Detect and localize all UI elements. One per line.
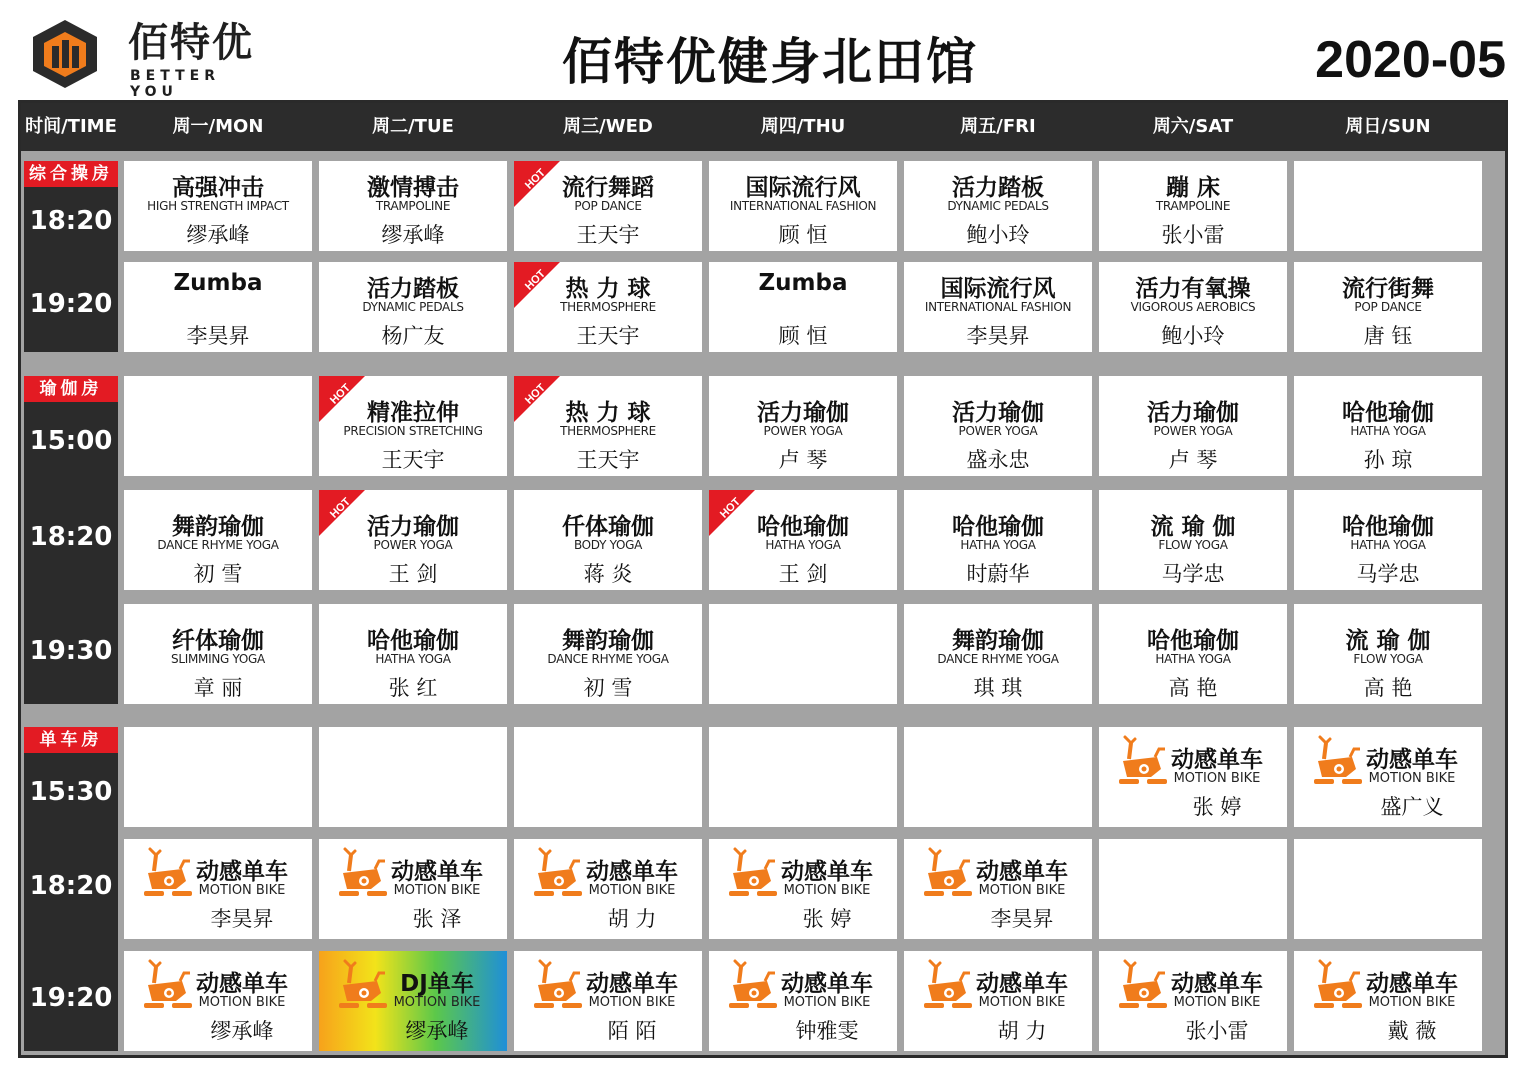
class-name-en: DYNAMIC PEDALS [362, 300, 464, 314]
empty-cell [124, 376, 312, 476]
class-cell [1294, 604, 1482, 704]
teacher-name: 张 泽 [412, 907, 462, 931]
teacher-name: 李昊昇 [990, 907, 1054, 931]
class-name-cn: 流 瑜 伽 [1150, 514, 1236, 540]
teacher-name: 王天宇 [576, 324, 640, 348]
class-cell [904, 490, 1092, 590]
teacher-name: 张 红 [388, 676, 438, 700]
column-header-day: 周五/FRI [960, 116, 1036, 137]
class-name-en: MOTION BIKE [1173, 771, 1261, 786]
bike-text [172, 951, 312, 1051]
class-cell [709, 490, 897, 590]
class-name-cn: 舞韵瑜伽 [172, 514, 264, 540]
room-label: 单车房 [24, 727, 118, 753]
teacher-name: 蒋 炎 [583, 562, 633, 586]
teacher-name: 缪承峰 [210, 1019, 274, 1043]
class-name-cn: 活力瑜伽 [757, 400, 849, 426]
class-cell [1294, 262, 1482, 352]
teacher-name: 卢 琴 [778, 448, 828, 472]
class-name-cn: 国际流行风 [940, 276, 1056, 302]
column-header-day: 周日/SUN [1345, 116, 1431, 137]
bike-text [757, 951, 897, 1051]
class-name-en: MOTION BIKE [198, 995, 286, 1010]
class-name-en: BODY YOGA [573, 538, 643, 552]
empty-cell [1294, 839, 1482, 939]
class-name-cn: 动感单车 [391, 859, 483, 885]
class-cell [1294, 490, 1482, 590]
class-name-en: MOTION BIKE [783, 995, 871, 1010]
class-cell [514, 604, 702, 704]
hot-label: HOT [523, 267, 548, 293]
time-label: 19:20 [29, 289, 113, 319]
brand-name-en: BETTER YOU [130, 68, 220, 100]
class-name-cn: 动感单车 [1171, 747, 1263, 773]
room-label: 瑜伽房 [24, 376, 118, 402]
class-name-en: THERMOSPHERE [560, 300, 656, 314]
class-name-en: MOTION BIKE [978, 883, 1066, 898]
empty-cell [1099, 839, 1287, 939]
class-name-en: HIGH STRENGTH IMPACT [147, 199, 289, 213]
class-name-cn: 流行街舞 [1342, 276, 1434, 302]
class-name-cn: 仟体瑜伽 [562, 514, 654, 540]
teacher-name: 李昊昇 [186, 324, 250, 348]
time-label: 19:30 [29, 636, 113, 666]
class-name-cn: 动感单车 [586, 859, 678, 885]
class-name-en: MOTION BIKE [393, 995, 481, 1010]
class-cell [904, 376, 1092, 476]
teacher-name: 高 艳 [1363, 676, 1413, 700]
class-cell [514, 376, 702, 476]
class-cell [124, 161, 312, 251]
teacher-name: 顾 恒 [778, 223, 828, 247]
class-cell [904, 262, 1092, 352]
class-name-cn: 哈他瑜伽 [757, 514, 849, 540]
class-name-en: HATHA YOGA [1350, 538, 1426, 552]
class-name-cn: Zumba [758, 270, 848, 296]
class-name-en: VIGOROUS AEROBICS [1130, 300, 1256, 314]
class-cell [1099, 262, 1287, 352]
class-name-en: MOTION BIKE [1368, 995, 1456, 1010]
class-cell [319, 161, 507, 251]
class-name-en: POWER YOGA [958, 424, 1038, 438]
class-name-cn: 活力瑜伽 [952, 400, 1044, 426]
class-name-cn: 哈他瑜伽 [1147, 628, 1239, 654]
class-cell [709, 161, 897, 251]
class-cell [1294, 951, 1482, 1051]
class-name-cn: 热 力 球 [565, 400, 651, 426]
teacher-name: 孙 琼 [1363, 448, 1413, 472]
class-cell [124, 490, 312, 590]
column-header-row [21, 103, 1505, 151]
bike-text [952, 839, 1092, 939]
time-label: 15:00 [29, 426, 113, 456]
time-label: 15:30 [29, 777, 113, 807]
class-name-cn: 精准拉伸 [367, 400, 459, 426]
class-name-en: DYNAMIC PEDALS [947, 199, 1049, 213]
class-cell [1099, 604, 1287, 704]
class-name-cn: Zumba [173, 270, 263, 296]
empty-cell [709, 604, 897, 704]
class-name-cn: 动感单车 [976, 859, 1068, 885]
column-header-day: 周一/MON [172, 116, 264, 137]
class-cell [904, 161, 1092, 251]
hot-label: HOT [523, 166, 548, 192]
class-name-cn: 动感单车 [196, 859, 288, 885]
teacher-name: 缪承峰 [381, 223, 445, 247]
bike-text [1342, 727, 1482, 827]
teacher-name: 盛广义 [1380, 795, 1444, 819]
class-cell [514, 490, 702, 590]
teacher-name: 陌 陌 [607, 1019, 657, 1043]
column-header-day: 周六/SAT [1152, 116, 1234, 137]
room-label: 综合操房 [24, 161, 118, 187]
class-cell [1294, 376, 1482, 476]
class-cell [124, 951, 312, 1051]
class-cell [514, 839, 702, 939]
teacher-name: 张 婷 [1192, 795, 1242, 819]
teacher-name: 时蔚华 [966, 562, 1030, 586]
class-name-en: TRAMPOLINE [1155, 199, 1231, 213]
class-name-en: INTERNATIONAL FASHION [729, 199, 877, 213]
teacher-name: 琪 琪 [973, 676, 1023, 700]
teacher-name: 张 婷 [802, 907, 852, 931]
class-name-cn: 流行舞蹈 [562, 175, 654, 201]
bike-text [952, 951, 1092, 1051]
class-cell [904, 839, 1092, 939]
class-cell [1099, 161, 1287, 251]
class-name-cn: 流 瑜 伽 [1345, 628, 1431, 654]
schedule-table [18, 100, 1508, 1058]
bike-text [367, 951, 507, 1051]
class-cell [1099, 951, 1287, 1051]
class-cell [1099, 490, 1287, 590]
teacher-name: 王 剑 [778, 562, 828, 586]
teacher-name: 王天宇 [576, 448, 640, 472]
class-cell [124, 262, 312, 352]
class-name-en: HATHA YOGA [1155, 652, 1231, 666]
page-title: 佰特优健身北田馆 [562, 33, 978, 91]
class-cell [514, 161, 702, 251]
class-name-cn: 活力瑜伽 [1147, 400, 1239, 426]
class-name-cn: 哈他瑜伽 [952, 514, 1044, 540]
column-header-time: 时间/TIME [25, 116, 117, 137]
class-name-cn: 蹦 床 [1165, 175, 1220, 201]
class-cell [319, 839, 507, 939]
empty-cell [319, 727, 507, 827]
empty-cell [1294, 161, 1482, 251]
class-name-en: POWER YOGA [373, 538, 453, 552]
class-cell [319, 490, 507, 590]
class-name-cn: 舞韵瑜伽 [562, 628, 654, 654]
class-name-cn: 动感单车 [781, 859, 873, 885]
class-name-en: TRAMPOLINE [375, 199, 451, 213]
brand-logo [30, 18, 260, 100]
class-cell [709, 376, 897, 476]
class-name-cn: 哈他瑜伽 [367, 628, 459, 654]
class-cell [319, 604, 507, 704]
page-header [0, 0, 1528, 100]
class-name-en: POP DANCE [1354, 300, 1422, 314]
class-cell [124, 604, 312, 704]
class-name-cn: 激情搏击 [367, 175, 459, 201]
bike-text [562, 839, 702, 939]
teacher-name: 李昊昇 [966, 324, 1030, 348]
class-name-cn: 哈他瑜伽 [1342, 514, 1434, 540]
teacher-name: 钟雅雯 [795, 1019, 859, 1043]
class-name-en: MOTION BIKE [588, 883, 676, 898]
class-name-cn: 热 力 球 [565, 276, 651, 302]
teacher-name: 初 雪 [583, 676, 633, 700]
class-name-cn: 动感单车 [586, 971, 678, 997]
teacher-name: 王 剑 [388, 562, 438, 586]
class-name-en: HATHA YOGA [375, 652, 451, 666]
bike-text [1147, 727, 1287, 827]
class-name-en: MOTION BIKE [1368, 771, 1456, 786]
class-name-en: POWER YOGA [1153, 424, 1233, 438]
class-cell [514, 951, 702, 1051]
column-header-day: 周二/TUE [372, 116, 454, 137]
teacher-name: 杨广友 [381, 324, 445, 348]
class-name-en: DANCE RHYME YOGA [937, 652, 1059, 666]
class-name-cn: 动感单车 [196, 971, 288, 997]
hot-label: HOT [718, 495, 743, 521]
class-name-cn: 活力有氧操 [1135, 276, 1251, 302]
teacher-name: 胡 力 [997, 1019, 1047, 1043]
class-cell [1294, 727, 1482, 827]
teacher-name: 章 丽 [193, 676, 243, 700]
bike-text [367, 839, 507, 939]
teacher-name: 初 雪 [193, 562, 243, 586]
teacher-name: 鲍小玲 [1161, 324, 1225, 348]
class-name-cn: 纤体瑜伽 [172, 628, 264, 654]
class-name-en: HATHA YOGA [960, 538, 1036, 552]
bike-text [757, 839, 897, 939]
class-cell [904, 604, 1092, 704]
hot-label: HOT [328, 495, 353, 521]
teacher-name: 李昊昇 [210, 907, 274, 931]
class-cell [514, 262, 702, 352]
class-name-en: POP DANCE [574, 199, 642, 213]
class-cell [709, 951, 897, 1051]
time-label: 19:20 [29, 983, 113, 1013]
class-name-en: POWER YOGA [763, 424, 843, 438]
class-name-en: HATHA YOGA [1350, 424, 1426, 438]
class-cell [124, 839, 312, 939]
class-name-cn: 高强冲击 [172, 175, 264, 201]
class-name-cn: 国际流行风 [745, 175, 861, 201]
schedule-date: 2020-05 [1315, 31, 1506, 89]
class-name-en: SLIMMING YOGA [171, 652, 265, 666]
class-name-cn: 活力瑜伽 [367, 514, 459, 540]
class-cell [319, 951, 507, 1051]
class-name-en: PRECISION STRETCHING [343, 424, 483, 438]
brand-name-cn: 佰特优 [128, 20, 254, 66]
teacher-name: 张小雷 [1185, 1019, 1249, 1043]
class-name-cn: 动感单车 [976, 971, 1068, 997]
class-cell [1099, 727, 1287, 827]
class-name-cn: 活力踏板 [367, 276, 459, 302]
bike-text [172, 839, 312, 939]
room-block [24, 727, 118, 1051]
class-name-en: HATHA YOGA [765, 538, 841, 552]
teacher-name: 盛永忠 [966, 448, 1030, 472]
class-name-en: MOTION BIKE [1173, 995, 1261, 1010]
class-name-en: DANCE RHYME YOGA [157, 538, 279, 552]
hexagon-logo-icon [30, 18, 100, 90]
teacher-name: 顾 恒 [778, 324, 828, 348]
teacher-name: 胡 力 [607, 907, 657, 931]
class-name-en: FLOW YOGA [1353, 652, 1423, 666]
class-name-en: MOTION BIKE [783, 883, 871, 898]
hot-label: HOT [523, 381, 548, 407]
class-name-en: MOTION BIKE [393, 883, 481, 898]
room-block [24, 376, 118, 704]
teacher-name: 卢 琴 [1168, 448, 1218, 472]
time-label: 18:20 [29, 871, 113, 901]
empty-cell [124, 727, 312, 827]
class-name-en: THERMOSPHERE [560, 424, 656, 438]
teacher-name: 张小雷 [1161, 223, 1225, 247]
teacher-name: 马学忠 [1161, 562, 1225, 586]
class-name-en: DANCE RHYME YOGA [547, 652, 669, 666]
column-header-day: 周三/WED [563, 116, 653, 137]
class-name-cn: 舞韵瑜伽 [952, 628, 1044, 654]
teacher-name: 王天宇 [576, 223, 640, 247]
class-name-cn: 动感单车 [781, 971, 873, 997]
bike-text [562, 951, 702, 1051]
empty-cell [904, 727, 1092, 827]
teacher-name: 高 艳 [1168, 676, 1218, 700]
time-label: 18:20 [29, 522, 113, 552]
column-header-day: 周四/THU [760, 116, 846, 137]
class-cell [709, 262, 897, 352]
hot-label: HOT [328, 381, 353, 407]
teacher-name: 唐 钰 [1363, 324, 1413, 348]
teacher-name: 鲍小玲 [966, 223, 1030, 247]
bike-text [1342, 951, 1482, 1051]
time-label: 18:20 [29, 206, 113, 236]
class-name-cn: DJ单车 [400, 971, 474, 997]
class-name-cn: 动感单车 [1366, 747, 1458, 773]
class-name-cn: 动感单车 [1171, 971, 1263, 997]
teacher-name: 马学忠 [1356, 562, 1420, 586]
teacher-name: 王天宇 [381, 448, 445, 472]
teacher-name: 缪承峰 [405, 1019, 469, 1043]
class-name-en: FLOW YOGA [1158, 538, 1228, 552]
teacher-name: 缪承峰 [186, 223, 250, 247]
empty-cell [514, 727, 702, 827]
class-name-en: MOTION BIKE [588, 995, 676, 1010]
class-name-cn: 动感单车 [1366, 971, 1458, 997]
class-name-en: INTERNATIONAL FASHION [924, 300, 1072, 314]
bike-text [1147, 951, 1287, 1051]
class-name-en: MOTION BIKE [198, 883, 286, 898]
room-block [24, 161, 118, 352]
class-name-cn: 活力踏板 [952, 175, 1044, 201]
class-name-en: MOTION BIKE [978, 995, 1066, 1010]
empty-cell [709, 727, 897, 827]
class-cell [709, 839, 897, 939]
class-cell [319, 262, 507, 352]
teacher-name: 戴 薇 [1387, 1019, 1437, 1043]
class-name-cn: 哈他瑜伽 [1342, 400, 1434, 426]
class-cell [319, 376, 507, 476]
class-cell [1099, 376, 1287, 476]
class-cell [904, 951, 1092, 1051]
